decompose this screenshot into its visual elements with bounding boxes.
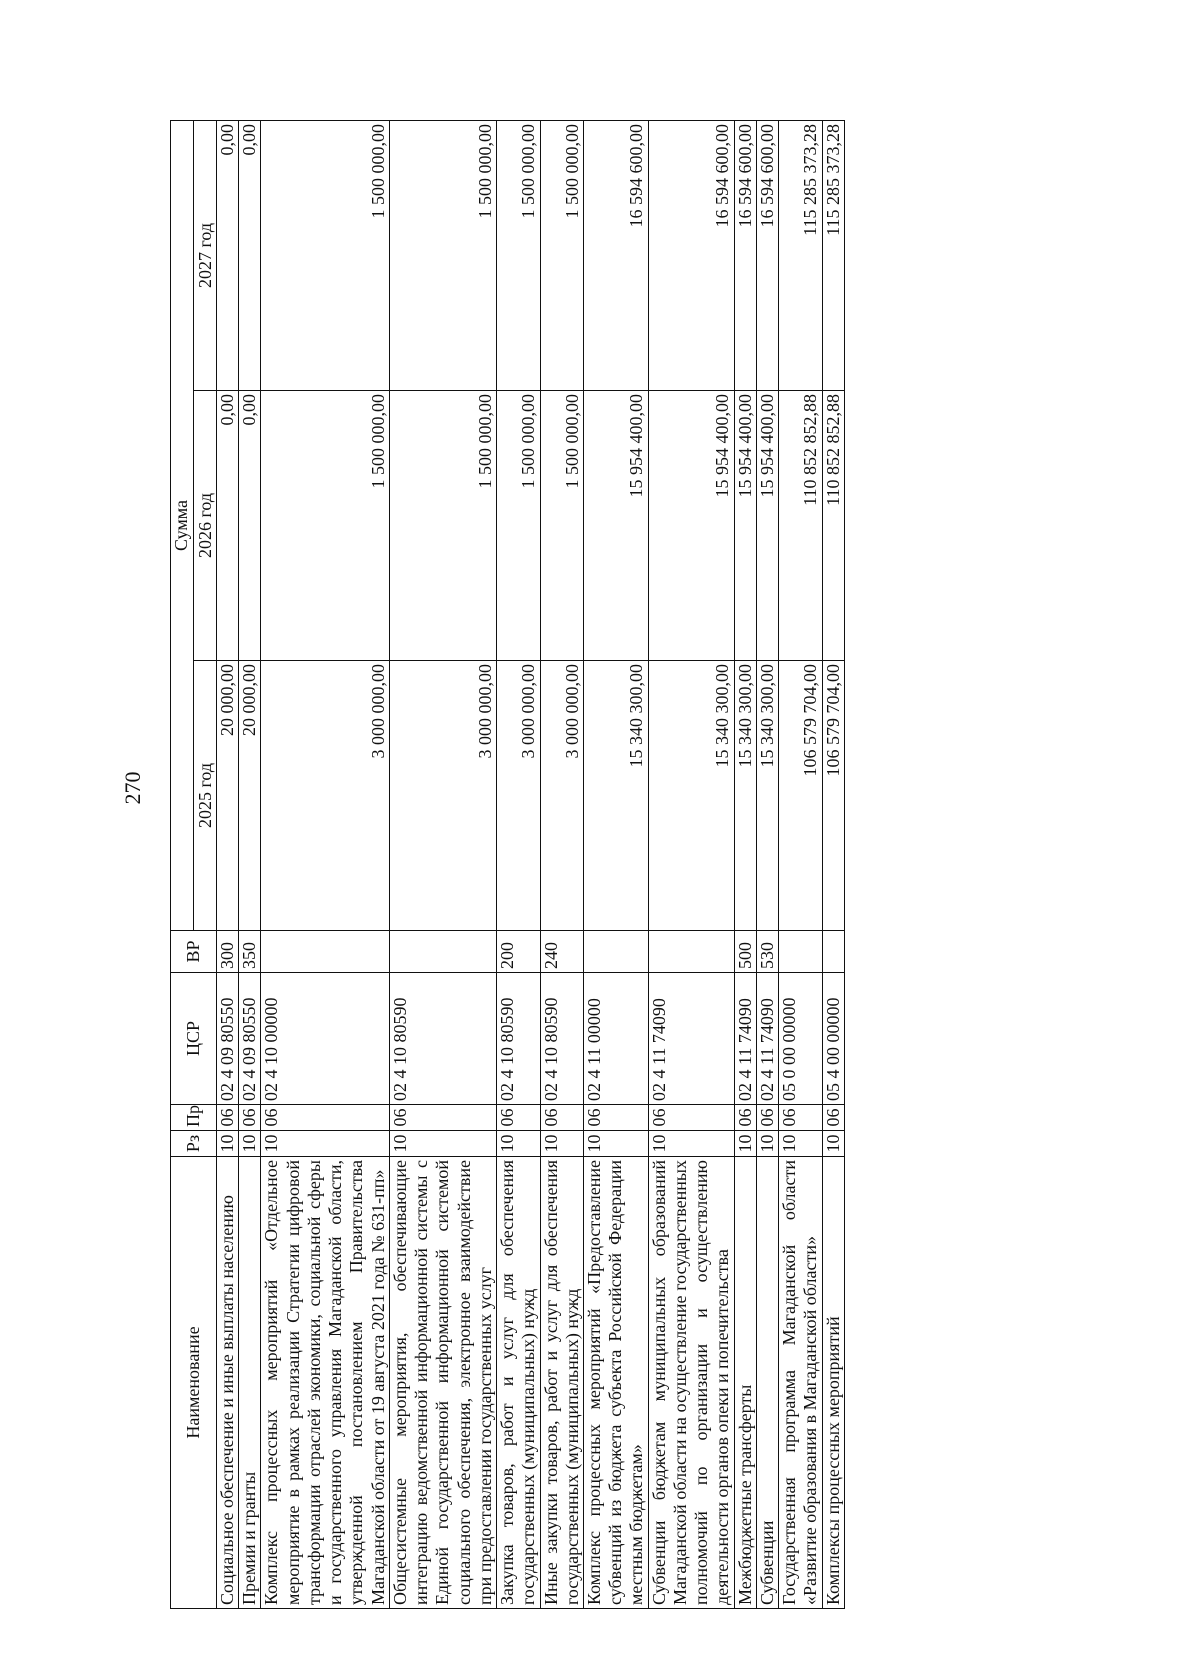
table-row <box>217 120 239 1608</box>
row-vr <box>822 931 844 973</box>
row-name: Межбюджетные трансферты <box>734 1157 756 1609</box>
row-2026: 1 500 000,00 <box>497 391 540 661</box>
row-vr: 300 <box>217 931 239 973</box>
header-pr: Пр <box>171 1105 217 1131</box>
row-2025: 15 340 300,00 <box>756 661 778 931</box>
row-2027: 1 500 000,00 <box>497 120 540 390</box>
row-2025: 15 340 300,00 <box>734 661 756 931</box>
row-2026: 110 852 852,88 <box>822 391 844 661</box>
row-vr: 530 <box>756 931 778 973</box>
row-pr: 06 <box>648 1105 734 1131</box>
row-pr: 06 <box>497 1105 540 1131</box>
row-csr: 02 4 10 80590 <box>389 973 496 1105</box>
row-2027: 1 500 000,00 <box>540 120 583 390</box>
header-sum: Сумма <box>171 120 194 930</box>
row-2027: 1 500 000,00 <box>389 120 496 390</box>
header-vr: ВР <box>171 931 217 973</box>
row-name: Государственная программа Магаданской области «Развитие образования в Магаданской области» <box>779 1157 822 1609</box>
row-pr: 06 <box>239 1105 261 1131</box>
row-name: Комплексы процессных мероприятий <box>822 1157 844 1609</box>
row-pr: 06 <box>756 1105 778 1131</box>
row-2027: 16 594 600,00 <box>648 120 734 390</box>
row-2026: 15 954 400,00 <box>583 391 648 661</box>
header-2027: 2027 год <box>194 120 217 390</box>
row-rz: 10 <box>239 1131 261 1157</box>
row-2025: 15 340 300,00 <box>583 661 648 931</box>
row-2025: 106 579 704,00 <box>779 661 822 931</box>
row-2027: 115 285 373,28 <box>822 120 844 390</box>
row-pr: 06 <box>540 1105 583 1131</box>
row-csr: 02 4 11 74090 <box>648 973 734 1105</box>
row-vr <box>648 931 734 973</box>
row-csr: 02 4 09 80550 <box>217 973 239 1105</box>
header-csr: ЦСР <box>171 973 217 1105</box>
table-row <box>239 120 261 1608</box>
table-row <box>583 120 648 1608</box>
table-row <box>822 120 844 1608</box>
row-vr <box>583 931 648 973</box>
row-2026: 110 852 852,88 <box>779 391 822 661</box>
row-csr: 02 4 09 80550 <box>239 973 261 1105</box>
table-row <box>540 120 583 1608</box>
row-vr <box>779 931 822 973</box>
row-2026: 15 954 400,00 <box>734 391 756 661</box>
row-2026: 1 500 000,00 <box>389 391 496 661</box>
row-2025: 3 000 000,00 <box>389 661 496 931</box>
budget-table <box>170 120 845 1609</box>
row-2025: 3 000 000,00 <box>261 661 389 931</box>
row-name: Иные закупки товаров, работ и услуг для обеспечения государственных (муниципальных) нужд <box>540 1157 583 1609</box>
row-rz: 10 <box>261 1131 389 1157</box>
row-2025: 15 340 300,00 <box>648 661 734 931</box>
row-2025: 3 000 000,00 <box>540 661 583 931</box>
table-body <box>217 120 845 1608</box>
table-row <box>756 120 778 1608</box>
row-rz: 10 <box>756 1131 778 1157</box>
row-name: Комплекс процессных мероприятий «Отдельное мероприятие в рамках реализации Стратегии цифровой трансформации отраслей экономики, социальной сферы и государственного управления Магаданской области, утвержденной постановлением Правительства Магаданской области от 19 августа 2021 года № 631-пп» <box>261 1157 389 1609</box>
row-name: Общесистемные мероприятия, обеспечивающие интеграцию ведомственной информационной системы с Единой государственной информационной системой социального обеспечения, электронное взаимодействие при предоставлении государственных услуг <box>389 1157 496 1609</box>
row-name: Социальное обеспечение и иные выплаты населению <box>217 1157 239 1609</box>
row-vr: 500 <box>734 931 756 973</box>
row-pr: 06 <box>734 1105 756 1131</box>
table-row <box>261 120 389 1608</box>
row-rz: 10 <box>734 1131 756 1157</box>
row-rz: 10 <box>822 1131 844 1157</box>
row-csr: 05 4 00 00000 <box>822 973 844 1105</box>
table-row <box>389 120 496 1608</box>
header-2026: 2026 год <box>194 391 217 661</box>
table-row <box>734 120 756 1608</box>
header-2025: 2025 год <box>194 661 217 931</box>
row-2027: 16 594 600,00 <box>756 120 778 390</box>
row-2026: 1 500 000,00 <box>261 391 389 661</box>
row-2027: 16 594 600,00 <box>583 120 648 390</box>
row-vr <box>389 931 496 973</box>
table-row <box>648 120 734 1608</box>
row-2027: 0,00 <box>217 120 239 390</box>
row-pr: 06 <box>389 1105 496 1131</box>
row-pr: 06 <box>822 1105 844 1131</box>
row-pr: 06 <box>261 1105 389 1131</box>
table-row <box>497 120 540 1608</box>
row-2025: 20 000,00 <box>217 661 239 931</box>
row-2027: 1 500 000,00 <box>261 120 389 390</box>
row-name: Премии и гранты <box>239 1157 261 1609</box>
row-csr: 02 4 11 74090 <box>756 973 778 1105</box>
row-name: Комплекс процессных мероприятий «Предоставление субвенций из бюджета субъекта Российской Федерации местным бюджетам» <box>583 1157 648 1609</box>
row-rz: 10 <box>497 1131 540 1157</box>
row-csr: 02 4 11 00000 <box>583 973 648 1105</box>
row-2026: 0,00 <box>239 391 261 661</box>
table-row <box>779 120 822 1608</box>
row-vr: 200 <box>497 931 540 973</box>
row-rz: 10 <box>779 1131 822 1157</box>
rotated-table-container <box>170 121 1013 1609</box>
row-pr: 06 <box>583 1105 648 1131</box>
row-vr <box>261 931 389 973</box>
row-rz: 10 <box>648 1131 734 1157</box>
row-2026: 15 954 400,00 <box>756 391 778 661</box>
row-2025: 3 000 000,00 <box>497 661 540 931</box>
row-rz: 10 <box>389 1131 496 1157</box>
row-csr: 02 4 11 74090 <box>734 973 756 1105</box>
row-rz: 10 <box>583 1131 648 1157</box>
row-2027: 115 285 373,28 <box>779 120 822 390</box>
row-2026: 15 954 400,00 <box>648 391 734 661</box>
row-2027: 0,00 <box>239 120 261 390</box>
row-2026: 0,00 <box>217 391 239 661</box>
row-2026: 1 500 000,00 <box>540 391 583 661</box>
row-rz: 10 <box>217 1131 239 1157</box>
row-vr: 240 <box>540 931 583 973</box>
row-name: Субвенции <box>756 1157 778 1609</box>
row-2025: 106 579 704,00 <box>822 661 844 931</box>
row-rz: 10 <box>540 1131 583 1157</box>
row-2025: 20 000,00 <box>239 661 261 931</box>
row-name: Закупка товаров, работ и услуг для обеспечения государственных (муниципальных) нужд <box>497 1157 540 1609</box>
row-2027: 16 594 600,00 <box>734 120 756 390</box>
row-name: Субвенции бюджетам муниципальных образований Магаданской области на осуществление государственных полномочий по организации и осуществлению деятельности органов опеки и попечительства <box>648 1157 734 1609</box>
page-number: 270 <box>120 771 145 805</box>
table-header-row <box>171 120 194 1608</box>
row-csr: 02 4 10 80590 <box>497 973 540 1105</box>
row-csr: 05 0 00 00000 <box>779 973 822 1105</box>
header-name: Наименование <box>171 1157 217 1609</box>
row-csr: 02 4 10 00000 <box>261 973 389 1105</box>
header-rz: Рз <box>171 1131 217 1157</box>
row-pr: 06 <box>779 1105 822 1131</box>
row-pr: 06 <box>217 1105 239 1131</box>
row-vr: 350 <box>239 931 261 973</box>
row-csr: 02 4 10 80590 <box>540 973 583 1105</box>
